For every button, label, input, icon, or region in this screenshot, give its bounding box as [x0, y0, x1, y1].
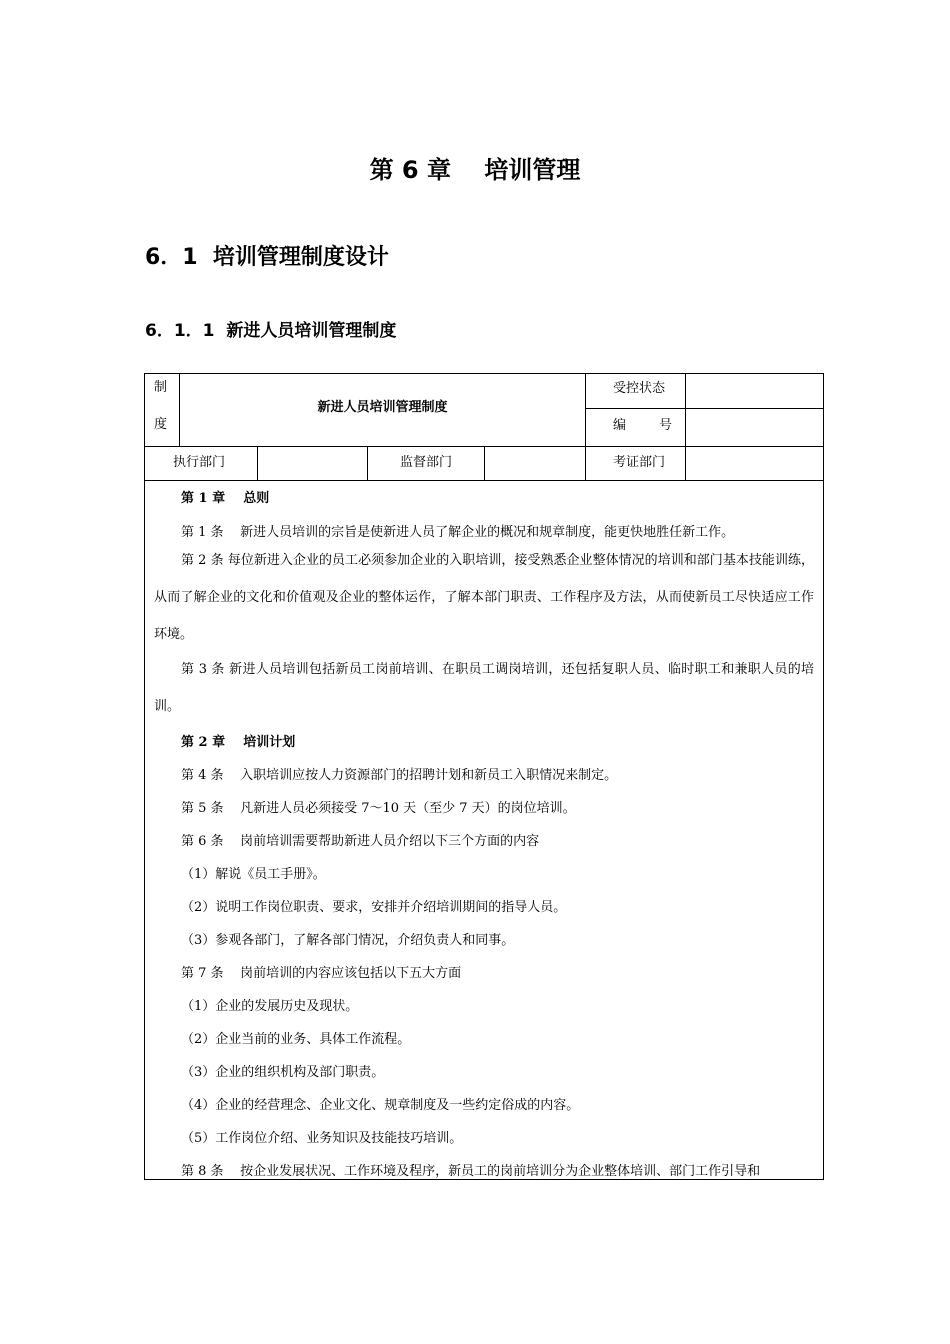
list-item: （2）企业当前的业务、具体工作流程。 [181, 1032, 411, 1047]
grid-line [685, 374, 686, 480]
subsection-title: 6．1．1 新进人员培训管理制度 [145, 321, 397, 341]
list-item: （5）工作岗位介绍、业务知识及技能技巧培训。 [181, 1131, 463, 1146]
label-zhi: 制 [154, 380, 168, 395]
article: 第 1 条 新进人员培训的宗旨是使新进人员了解企业的概况和规章制度，能更快地胜任新工作。 [181, 525, 735, 540]
chapter-heading: 第 2 章 培训计划 [181, 735, 296, 750]
grid-line [484, 446, 485, 480]
article: 第 2 条 每位新进入企业的员工必须参加企业的入职培训，接受熟悉企业整体情况的培训和部门基本技能训练，从而了解企业的文化和价值观及企业的整体运作，了解本部门职责、工作程序及方法，从而使新员工尽快适应工作环境。 [154, 553, 814, 642]
grid-line [145, 480, 823, 481]
grid-line [585, 374, 586, 480]
section-title: 6．1 培训管理制度设计 [145, 245, 389, 270]
label-du: 度 [154, 417, 168, 432]
article: 第 4 条 入职培训应按人力资源部门的招聘计划和新员工入职情况来制定。 [181, 768, 618, 783]
regulation-form [144, 373, 824, 1180]
grid-line [585, 408, 823, 409]
exec-dept-label: 执行部门 [173, 455, 226, 470]
grid-line [257, 446, 258, 480]
article: 第 3 条 新进人员培训包括新员工岗前培训、在职员工调岗培训，还包括复职人员、临时职工和兼职人员的培训。 [154, 662, 814, 714]
supervise-dept-label: 监督部门 [399, 455, 452, 470]
article: 第 6 条 岗前培训需要帮助新进人员介绍以下三个方面的内容 [181, 834, 540, 849]
form-title: 新进人员培训管理制度 [317, 400, 448, 415]
list-item: （3）参观各部门，了解各部门情况，介绍负责人和同事。 [181, 933, 515, 948]
list-item: （1）解说《员工手册》。 [181, 867, 326, 882]
list-item: （3）企业的组织机构及部门职责。 [181, 1065, 385, 1080]
list-item: （1）企业的发展历史及现状。 [181, 999, 359, 1014]
number-label: 编 号 [613, 418, 673, 433]
article: 第 8 条 按企业发展状况、工作环境及程序，新员工的岗前培训分为企业整体培训、部门工作引导和 [181, 1164, 761, 1179]
controlled-status-label: 受控状态 [613, 381, 666, 396]
list-item: （4）企业的经营理念、企业文化、规章制度及一些约定俗成的内容。 [181, 1098, 580, 1113]
list-item: （2）说明工作岗位职责、要求，安排并介绍培训期间的指导人员。 [181, 900, 567, 915]
grid-line [367, 446, 368, 480]
chapter-title: 第 6 章 培训管理 [369, 156, 581, 184]
verify-dept-label: 考证部门 [613, 455, 666, 470]
article: 第 5 条 凡新进人员必须接受 7～10 天（至少 7 天）的岗位培训。 [181, 801, 576, 816]
article: 第 7 条 岗前培训的内容应该包括以下五大方面 [181, 966, 462, 981]
chapter-heading: 第 1 章 总则 [181, 491, 270, 506]
